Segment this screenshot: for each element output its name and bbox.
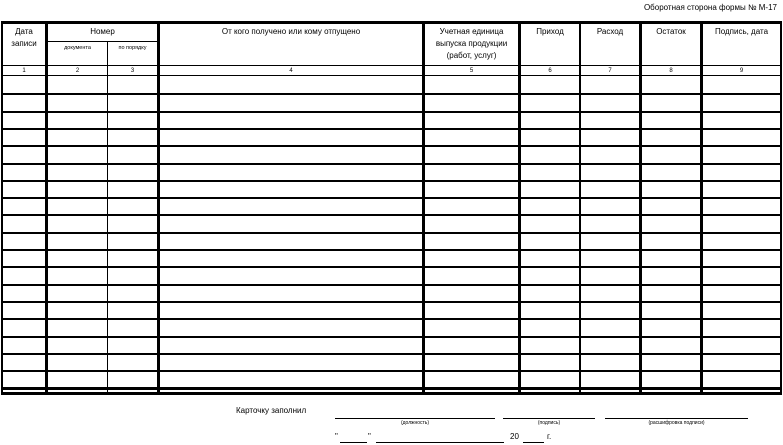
- row-line: [1, 318, 782, 320]
- filled-by-label: Карточку заполнил: [236, 406, 307, 415]
- row-line: [1, 232, 782, 234]
- col-number-label: 6: [548, 68, 552, 74]
- row-line: [1, 163, 782, 165]
- row-line: [1, 387, 782, 390]
- day-line[interactable]: [340, 442, 367, 443]
- number-subheader-line: [47, 41, 157, 42]
- signature-caption: (подпись): [537, 420, 561, 426]
- header-line: [1, 65, 782, 66]
- col-income-header: Приход: [536, 27, 564, 36]
- col-number-label: 7: [608, 68, 612, 74]
- position-caption: (должность): [400, 420, 430, 426]
- numbering-line: [1, 75, 782, 76]
- row-line: [1, 370, 782, 372]
- row-line: [1, 197, 782, 199]
- year-line[interactable]: [523, 442, 544, 443]
- row-line: [1, 128, 782, 130]
- row-line: [1, 249, 782, 251]
- row-line: [1, 336, 782, 338]
- row-line: [1, 353, 782, 355]
- decoding-line[interactable]: [605, 418, 748, 419]
- col-document-header: документа: [64, 45, 91, 51]
- col-number-header: Номер: [90, 27, 115, 36]
- row-line: [1, 111, 782, 113]
- col-number-label: 5: [469, 68, 474, 74]
- col-order-header: по порядку: [118, 45, 147, 51]
- col-number-label: 3: [130, 68, 135, 74]
- signature-line[interactable]: [503, 418, 595, 419]
- form-label: Оборотная сторона формы № М-17: [643, 3, 777, 12]
- ledger-table: [1, 21, 782, 395]
- decoding-caption: (расшифровка подписи): [648, 420, 705, 426]
- row-line: [1, 301, 782, 303]
- month-line[interactable]: [376, 442, 504, 443]
- col-expense-header: Расход: [596, 27, 624, 36]
- row-line: [1, 266, 782, 268]
- col-number-label: 2: [75, 68, 80, 74]
- col-signature-header: Подпись, дата: [714, 27, 769, 36]
- row-line: [1, 180, 782, 182]
- col-unit-header: Учетная единица выпуска продукции (работ, услуг): [435, 27, 508, 60]
- col-balance-header: Остаток: [656, 27, 686, 36]
- col-number-label: 9: [739, 68, 744, 74]
- year-prefix: 20: [510, 432, 519, 441]
- col-number-label: 8: [669, 68, 673, 74]
- row-line: [1, 93, 782, 95]
- quote-close: ": [368, 432, 371, 441]
- col-number-label: 4: [289, 68, 293, 74]
- row-line: [1, 214, 782, 216]
- quote-open: ": [335, 432, 338, 441]
- col-number-label: 1: [22, 68, 26, 74]
- col-from-to-header: От кого получено или кому отпущено: [221, 27, 361, 36]
- row-line: [1, 284, 782, 286]
- year-suffix: г.: [547, 432, 552, 441]
- col-date-header: Дата записи: [11, 27, 37, 48]
- position-line[interactable]: [335, 418, 495, 419]
- row-line: [1, 145, 782, 147]
